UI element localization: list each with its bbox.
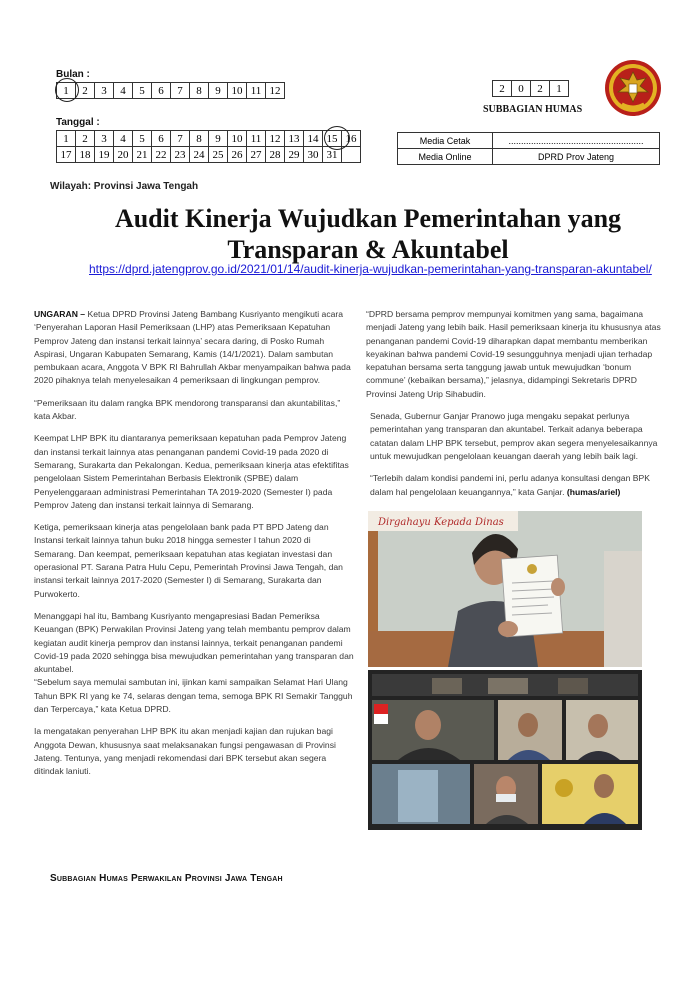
paragraph [366,472,664,499]
date-cell: 29 [285,147,304,163]
date-cell: 27 [247,147,266,163]
date-cell: 5 [133,131,152,147]
month-cell: 2 [76,83,95,99]
date-cell: 1 [57,131,76,147]
date-cell: 9 [209,131,228,147]
date-cell: 22 [152,147,171,163]
article-title [0,203,696,265]
date-cell: 16 [342,131,361,147]
month-cell: 9 [209,83,228,99]
paragraph: “Pemeriksaan itu dalam rangka BPK mendorong transparansi dan akuntabilitas,” kata Akbar. [34,397,341,422]
dprd-emblem-icon [602,58,664,118]
date-cell: 7 [171,131,190,147]
month-cell: 1 [57,83,76,99]
date-cell: 18 [76,147,95,163]
year-digit: 1 [550,81,569,97]
date-cell: 31 [323,147,342,163]
media-online-label: Media Online [398,149,493,165]
paragraph: Keempat LHP BPK itu diantaranya pemeriksaan kepatuhan pada Pemprov Jateng dan instansi terkait lainnya atas penanganan pandemi Covid-19 pada 2020 di Semarang, Surakarta dan Pekalongan. Kedua, pemeriksaan kinerja atas efektifitas pengelolaan Sistem Pemerintahan Berbasis Elektronik (SPBE) dalam Penyelenggaraan administrasi Pemerintahan TA 2019-2020 (Semester I) pada Pemprov Jateng dan instansi terkait lainnya di Semarang. [34,433,349,510]
month-cell: 6 [152,83,171,99]
year-box [492,80,569,97]
date-cell: 30 [304,147,323,163]
bulan-label: Bulan : [56,69,90,80]
date-cell: 24 [190,147,209,163]
date-cell: 15 [323,131,342,147]
month-grid [56,82,285,99]
dateline: UNGARAN – [34,309,86,319]
paragraph: Ia mengatakan penyerahan LHP BPK itu akan menjadi kajian dan rujukan bagi Anggota Dewan, khususnya saat melaksanakan fungsi pengawasan di Provinsi Jateng. Tentunya, yang menjadi rekomendasi dari BPK tersebut akan segera ditindak laniuti. [34,726,336,777]
svg-text:Dirgahayu Kepada Dinas: Dirgahayu Kepada Dinas [378,517,504,528]
date-grid [56,130,361,163]
date-cell: 13 [285,131,304,147]
date-cell: 25 [209,147,228,163]
date-cell: 6 [152,131,171,147]
media-cetak-label: Media Cetak [398,133,493,149]
month-cell: 8 [190,83,209,99]
month-cell: 11 [247,83,266,99]
date-cell [342,147,361,163]
date-cell: 28 [266,147,285,163]
media-cetak-value: ...................................................... [493,133,660,149]
paragraph-text: “Terlebih dalam kondisi pandemi ini, perlu adanya konsultasi dengan BPK dalam hal pengelolaan keuangannya,” kata Ganjar. [370,473,650,497]
title-line-2: Transparan & Akuntabel [227,235,509,264]
media-table [397,132,660,165]
right-column [366,308,664,508]
date-cell: 14 [304,131,323,147]
selected-date-circle [324,126,350,150]
date-cell: 4 [114,131,133,147]
article-url-link[interactable]: https://dprd.jatengprov.go.id/2021/01/14/audit-kinerja-wujudkan-pemerintahan-yang-transparan-akuntabel/ [89,262,652,276]
date-cell: 19 [95,147,114,163]
paragraph-text: Ketua DPRD Provinsi Jateng Bambang Kusriyanto mengikuti acara ‘Penyerahan Laporan Hasil Pemeriksaan (LHP) atas Pemeriksaan Kepatuhan Pemprov Jateng dan instansi terkait lainnya’ secara daring, di Posko Rumah Aspirasi, Ungaran Kabupaten Semarang, Kamis (14/1/2021). Dalam sambutan pembukaan acara, Anggota V BPK RI Bahrullah Akbar menyampaikan bahwa pada 2020 pihaknya telah menyelesaikan 4 pemeriksaan di lingkungan pemprov. [34,309,351,386]
year-digit: 0 [512,81,531,97]
date-cell: 20 [114,147,133,163]
photo-video-conference [368,670,642,830]
byline: (humas/ariel) [564,486,621,497]
date-cell: 17 [57,147,76,163]
photo-document-handover [368,511,642,667]
paragraph: Senada, Gubernur Ganjar Pranowo juga mengaku sepakat perlunya pemerintahan yang transparan dan akuntabel. Terkait adanya beberapa catatan dalam LHP BPK tersebut, pemprov akan segera menyelesaikannya untuk mewujudkan pengelolaan keuangan daerah yang lebih baik lagi. [370,411,658,461]
month-cell: 5 [133,83,152,99]
unit-label: SUBBAGIAN HUMAS [483,104,583,115]
date-cell: 21 [133,147,152,163]
month-cell: 7 [171,83,190,99]
date-cell: 10 [228,131,247,147]
paragraph: Menanggapi hal itu, Bambang Kusriyanto mengapresiasi Badan Pemeriksa Keuangan (BPK) Perwakilan Provinsi Jateng yang telah membantu pemprov dalam kegiatan audit kinerja pemprov dan instansi lainnya, terkait penanganan pandemi Covid-19 pada 2020 sehingga bisa mewujudkan pemerintahan yang transparan dan akuntabel. [34,610,354,675]
date-cell: 11 [247,131,266,147]
year-digit: 2 [493,81,512,97]
selected-month-circle [55,78,79,102]
date-cell: 8 [190,131,209,147]
paragraph: “Sebelum saya memulai sambutan ini, ijinkan kami sampaikan Selamat Hari Ulang Tahun BPK RI yang ke 74, selaras dengan tema, semoga BPK RI Semakir Tangguh dan Terpercaya,” kata Ketua DPRD. [34,677,353,715]
media-online-value: DPRD Prov Jateng [493,149,660,165]
date-cell: 12 [266,131,285,147]
paragraph: Ketiga, pemeriksaan kinerja atas pengelolaan bank pada PT BPD Jateng dan Instansi terkait lainnya tahun buku 2018 hingga semester I tahun 2020 di Semarang. Dan keempat, pemeriksaan kepatuhan atas kegiatan investasi dan operasional PT. Sarana Patra Hulu Cepu, Pemerintah Provinsi Jawa Tengah, dan instansi terkait lainnya 2017-2020 (Semester I) di Semarang, Surakarta dan Purwokerto. [34,522,343,599]
month-cell: 3 [95,83,114,99]
month-cell: 4 [114,83,133,99]
paragraph: “DPRD bersama pemprov mempunyai komitmen yang sama, bagaimana menjadi Jateng yang lebih baik. Hasil pemeriksaan kinerja itu khususnya atas penanganan pandemi Covid-19 diharapkan dapat membantu memberikan keyakinan bahwa pandemi Covid-19 sesungguhnya menjadi ujian terhadap kepatuhan bersama serta tanggung jawab untuk mewujudkan ‘bonum commune’ (kebaikan bersama),” jelasnya, didampingi Sekretaris DPRD Provinsi Jateng Urip Sihabudin. [366,309,661,399]
month-cell: 12 [266,83,285,99]
date-cell: 23 [171,147,190,163]
paragraph [34,308,354,388]
month-cell: 10 [228,83,247,99]
tanggal-label: Tanggal : [56,117,100,128]
footer-label: Subbagian Humas Perwakilan Provinsi Jawa Tengah [50,873,283,884]
date-cell: 26 [228,147,247,163]
left-column [34,308,354,788]
title-line-1: Audit Kinerja Wujudkan Pemerintahan yang [114,204,622,233]
date-cell: 2 [76,131,95,147]
year-digit: 2 [531,81,550,97]
wilayah-label: Wilayah: Provinsi Jawa Tengah [50,181,199,192]
date-cell: 3 [95,131,114,147]
